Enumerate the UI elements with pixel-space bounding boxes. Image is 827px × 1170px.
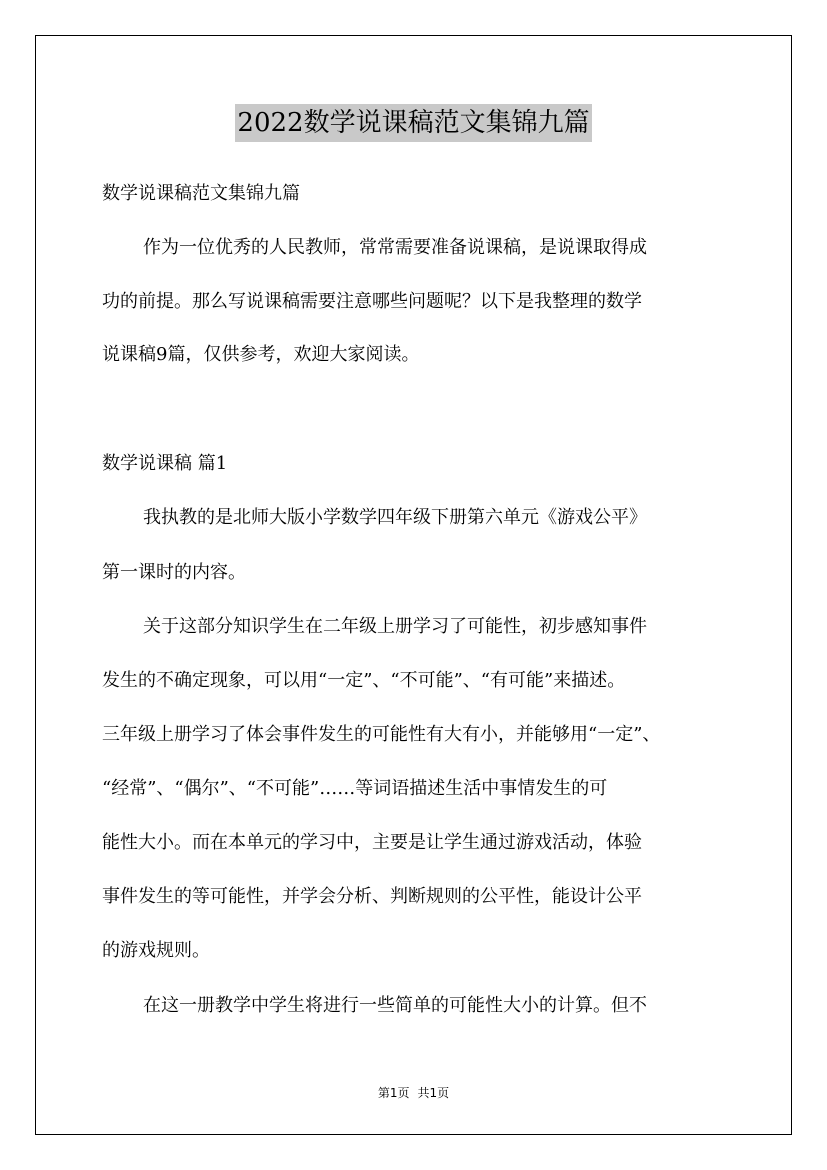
body-line-3: 关于这部分知识学生在二年级上册学习了可能性，初步感知事件 bbox=[143, 616, 647, 637]
intro-line-3: 说课稿9篇，仅供参考，欢迎大家阅读。 bbox=[102, 344, 420, 365]
intro-line-2: 功的前提。那么写说课稿需要注意哪些问题呢？以下是我整理的数学 bbox=[102, 291, 642, 312]
body-line-4: 发生的不确定现象，可以用“一定”、“不可能”、“有可能”来描述。 bbox=[102, 670, 626, 691]
document-title: 2022数学说课稿范文集锦九篇 bbox=[235, 104, 591, 142]
body-line-7: 能性大小。而在本单元的学习中，主要是让学生通过游戏活动，体验 bbox=[102, 832, 642, 853]
body-line-2: 第一课时的内容。 bbox=[102, 562, 246, 583]
page-number-current: 第1页 bbox=[377, 1086, 410, 1100]
body-line-10: 在这一册教学中学生将进行一些简单的可能性大小的计算。但不 bbox=[143, 995, 647, 1016]
section-heading: 数学说课稿 篇1 bbox=[102, 453, 228, 474]
body-line-5: 三年级上册学习了体会事件发生的可能性有大有小，并能够用“一定”、 bbox=[102, 724, 661, 745]
intro-line-1: 作为一位优秀的人民教师，常常需要准备说课稿，是说课取得成 bbox=[143, 237, 647, 258]
page-number-total: 共1页 bbox=[417, 1086, 450, 1100]
document-subtitle: 数学说课稿范文集锦九篇 bbox=[102, 183, 300, 204]
page-footer bbox=[0, 1085, 827, 1101]
body-line-1: 我执教的是北师大版小学数学四年级下册第六单元《游戏公平》 bbox=[143, 507, 647, 528]
body-line-6: “经常”、“偶尔”、“不可能”……等词语描述生活中事情发生的可 bbox=[102, 778, 608, 799]
body-line-9: 的游戏规则。 bbox=[102, 940, 210, 961]
title-container bbox=[0, 104, 827, 142]
body-line-8: 事件发生的等可能性，并学会分析、判断规则的公平性，能设计公平 bbox=[102, 886, 642, 907]
